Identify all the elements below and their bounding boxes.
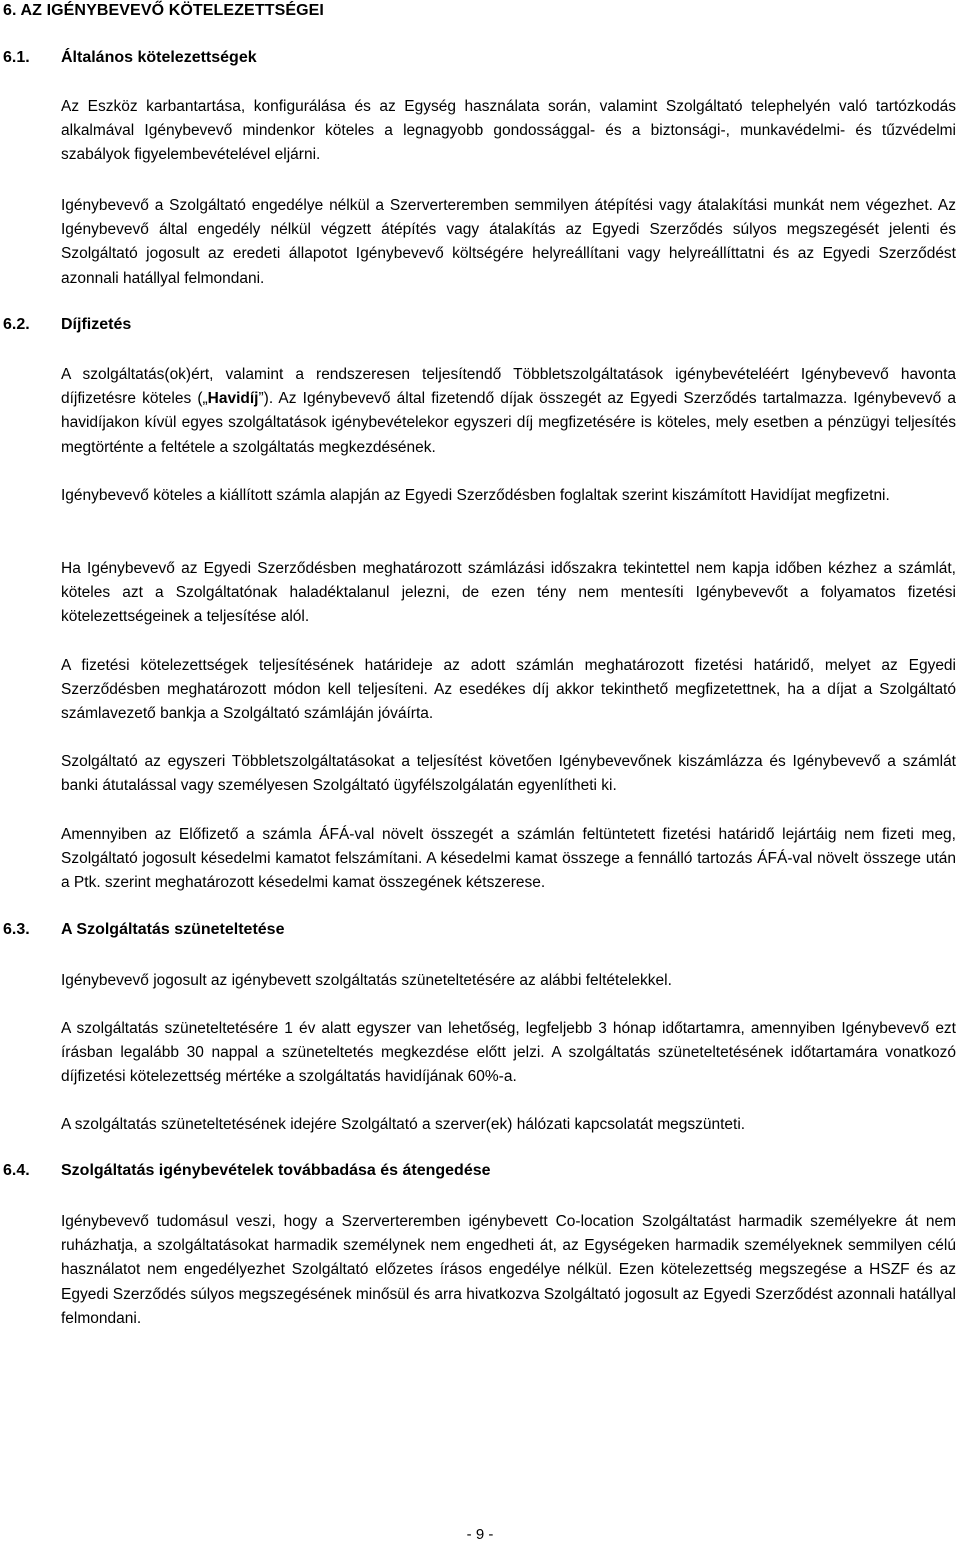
section-title: A Szolgáltatás szüneteltetése xyxy=(61,921,285,938)
paragraph: Igénybevevő jogosult az igénybevett szolgáltatás szüneteltetésére az alábbi feltételekkel. xyxy=(61,972,672,989)
section-title: Szolgáltatás igénybevételek továbbadása és átengedése xyxy=(61,1162,491,1179)
paragraph: Igénybevevő köteles a kiállított számla alapján az Egyedi Szerződésben foglaltak szerint kiszámított Havidíjat megfizetni. xyxy=(61,487,890,504)
paragraph-text: A szolgáltatás(ok)ért, valamint a rendszeresen teljesítendő Többletszolgáltatások igénybevételéért Igénybevevő havonta díjfizetésre köteles („ xyxy=(61,366,956,408)
paragraph: A szolgáltatás szüneteltetésére 1 év alatt egyszer van lehetőség, legfeljebb 3 hónap időtartamra, amennyiben Igénybevevő ezt írásban legalább 30 nappal a szüneteltetés megkezdése előtt jelzi. A szolgáltatás szüneteltetésének időtartamára vonatkozó díjfizetési kötelezettség mértéke a szolgáltatás havidíjának 60%-a. xyxy=(61,1020,956,1086)
page-number: - 9 - xyxy=(466,1526,494,1543)
section-title: Díjfizetés xyxy=(61,316,132,333)
paragraph: A szolgáltatás szüneteltetésének idejére Szolgáltató a szerver(ek) hálózati kapcsolatát megszünteti. xyxy=(61,1116,746,1133)
paragraph: Amennyiben az Előfizető a számla ÁFÁ-val növelt összegét a számlán feltüntetett fizetési határidő lejártáig nem fizeti meg, Szolgáltató jogosult késedelmi kamatot felszámítani. A késedelmi kamat összege a fennálló tartozás ÁFÁ-val növelt összege után a Ptk. szerint meghatározott késedelmi kamat összegének kétszerese. xyxy=(61,826,956,892)
paragraph: Ha Igénybevevő az Egyedi Szerződésben meghatározott számlázási időszakra tekintettel nem kapja időben kézhez a számlát, köteles azt a Szolgáltatónak haladéktalanul jelezni, de ezen tény nem mentesíti Igénybevevőt a folyamatos fizetési kötelezettségeinek a teljesítése alól. xyxy=(61,560,956,626)
section-number: 6.4. xyxy=(3,1162,30,1179)
section-number: 6.2. xyxy=(3,316,30,333)
section-number: 6.1. xyxy=(3,49,30,66)
section-number: 6.3. xyxy=(3,921,30,938)
defined-term: Havidíj xyxy=(207,390,259,408)
section-title: Általános kötelezettségek xyxy=(61,49,257,66)
paragraph-text: ”). Az Igénybevevő által fizetendő díjak összegét az Egyedi Szerződés tartalmazza. Igénybevevő a havidíjakon kívül egyes szolgáltatások igénybevételekor egyszeri díj megfizetésére is köteles, mely esetben a pénzügyi teljesítés megtörténte a feltétele a szolgáltatás megkezdésének. xyxy=(61,390,956,456)
paragraph: A fizetési kötelezettségek teljesítésének határideje az adott számlán meghatározott fizetési határidő, melyet az Egyedi Szerződésben meghatározott módon kell teljesíteni. Az esedékes díj akkor tekinthető megfizetettnek, ha a díjat a Szolgáltató számlavezető bankja a Szolgáltató számláján jóváírta. xyxy=(61,657,956,723)
paragraph: Szolgáltató az egyszeri Többletszolgáltatásokat a teljesítést követően Igénybevevőnek kiszámlázza és Igénybevevő a számlát banki átutalással vagy személyesen Szolgáltató ügyfélszolgálatán egyenlítheti ki. xyxy=(61,753,956,795)
chapter-title: 6. AZ IGÉNYBEVEVŐ KÖTELEZETTSÉGEI xyxy=(3,2,324,19)
paragraph: Az Eszköz karbantartása, konfigurálása és az Egység használata során, valamint Szolgáltató telephelyén való tartózkodás alkalmával Igénybevevő mindenkor köteles a legnagyobb gondossággal- és a biztonsági-, munkavédelmi- és tűzvédelmi szabályok figyelembevételével eljárni. xyxy=(61,98,956,164)
paragraph xyxy=(61,363,956,460)
paragraph: Igénybevevő tudomásul veszi, hogy a Szerverteremben igénybevett Co-location Szolgáltatást harmadik személyekre át nem ruházhatja, a szolgáltatásokat harmadik személynek nem engedheti át, az Egységeken harmadik személyeknek semmilyen célú használatot nem engedélyezhet Szolgáltató előzetes írásos engedélye nélkül. Ezen kötelezettség megszegése a HSZF és az Egyedi Szerződés súlyos megszegésének minősül és arra hivatkozva Szolgáltató jogosult az Egyedi Szerződést azonnali hatállyal felmondani. xyxy=(61,1213,956,1327)
paragraph: Igénybevevő a Szolgáltató engedélye nélkül a Szerverteremben semmilyen átépítési vagy átalakítási munkát nem végezhet. Az Igénybevevő által engedély nélkül végzett átépítés vagy átalakítás az Egyedi Szerződés súlyos megszegését jelenti és Szolgáltató jogosult az eredeti állapotot Igénybevevő költségére helyreállítani vagy helyreállíttatni és az Egyedi Szerződést azonnali hatállyal felmondani. xyxy=(61,197,956,287)
